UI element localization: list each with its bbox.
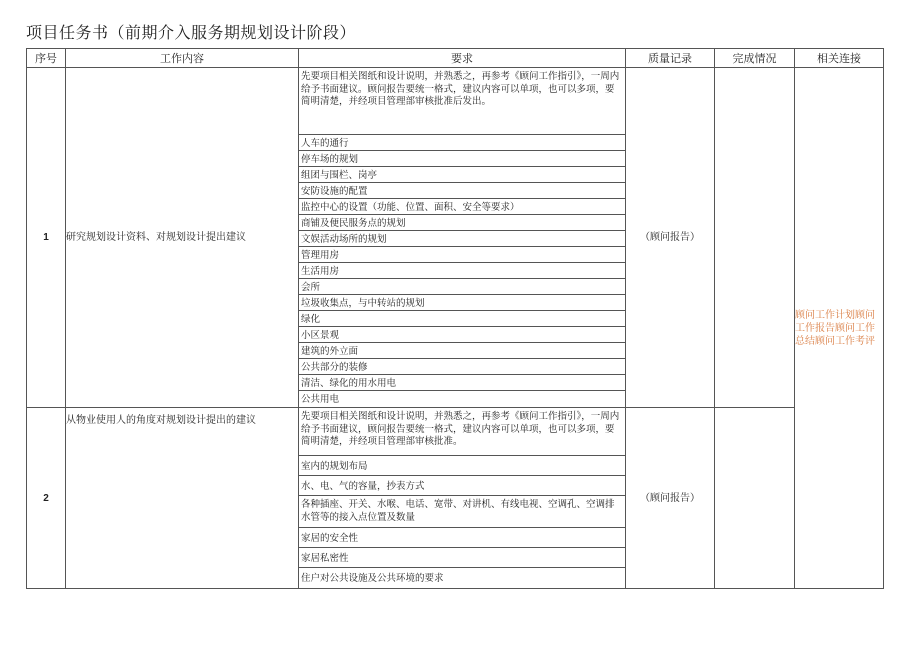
requirement-item: 家居私密性	[299, 548, 625, 568]
requirement-item: 公共部分的装修	[299, 359, 625, 375]
work-content: 研究规划设计资料、对规划设计提出建议	[66, 68, 299, 408]
requirement-item: 建筑的外立面	[299, 343, 625, 359]
table-row	[27, 68, 884, 408]
requirement-item: 清洁、绿化的用水用电	[299, 375, 625, 391]
header-record: 质量记录	[626, 49, 715, 68]
requirement-intro: 先要项目相关图纸和设计说明，并熟悉之，再参考《顾问工作指引》，一周内给予书面建议。顾问报告要统一格式，建议内容可以单项，也可以多项，要简明清楚，并经项目管理部审核批准后发出。	[299, 68, 625, 135]
quality-record: （顾问报告）	[626, 68, 715, 408]
requirement-item: 垃圾收集点，与中转站的规划	[299, 295, 625, 311]
requirement-item: 监控中心的设置（功能、位置、面积、安全等要求）	[299, 199, 625, 215]
header-status: 完成情况	[715, 49, 795, 68]
requirement-item: 绿化	[299, 311, 625, 327]
requirement-item: 生活用房	[299, 263, 625, 279]
requirement-item: 家居的安全性	[299, 528, 625, 548]
requirement-item: 小区景观	[299, 327, 625, 343]
related-link[interactable]: 顾问工作计划顾问工作报告顾问工作总结顾问工作考评	[795, 68, 884, 589]
completion-status	[715, 408, 795, 589]
requirement-item: 室内的规划布局	[299, 456, 625, 476]
header-content: 工作内容	[66, 49, 299, 68]
task-table	[26, 48, 884, 589]
header-row	[27, 49, 884, 68]
requirement-item: 住户对公共设施及公共环境的要求	[301, 573, 444, 584]
row-number: 1	[27, 68, 66, 408]
quality-record: （顾问报告）	[626, 408, 715, 589]
requirement-item: 文娱活动场所的规划	[299, 231, 625, 247]
header-requirement: 要求	[299, 49, 626, 68]
requirement-cell	[299, 68, 626, 408]
requirement-item: 商铺及便民服务点的规划	[299, 215, 625, 231]
requirement-item: 安防设施的配置	[299, 183, 625, 199]
requirement-item: 人车的通行	[299, 135, 625, 151]
page-title: 项目任务书（前期介入服务期规划设计阶段）	[26, 23, 357, 42]
row-number: 2	[27, 408, 66, 589]
requirement-item: 停车场的规划	[299, 151, 625, 167]
header-link: 相关连接	[795, 49, 884, 68]
requirement-item: 公共用电	[301, 394, 340, 405]
requirement-cell	[299, 408, 626, 589]
work-content: 从物业使用人的角度对规划设计提出的建议	[66, 408, 299, 589]
requirement-intro: 先要项目相关图纸和设计说明，并熟悉之，再参考《顾问工作指引》，一周内给予书面建议，顾问报告要统一格式，建议内容可以单项，也可以多项，要简明清楚，并经项目管理部审核批准。	[299, 408, 625, 456]
requirement-item: 各种插座、开关、水喉、电话、宽带、对讲机、有线电视、空调孔、空调排水管等的接入点位置及数量	[299, 496, 625, 528]
requirement-item: 管理用房	[299, 247, 625, 263]
header-no: 序号	[27, 49, 66, 68]
requirement-item: 会所	[299, 279, 625, 295]
requirement-item: 水、电、气的容量，抄表方式	[299, 476, 625, 496]
completion-status	[715, 68, 795, 408]
table-row	[27, 408, 884, 589]
requirement-item: 组团与围栏、岗亭	[299, 167, 625, 183]
